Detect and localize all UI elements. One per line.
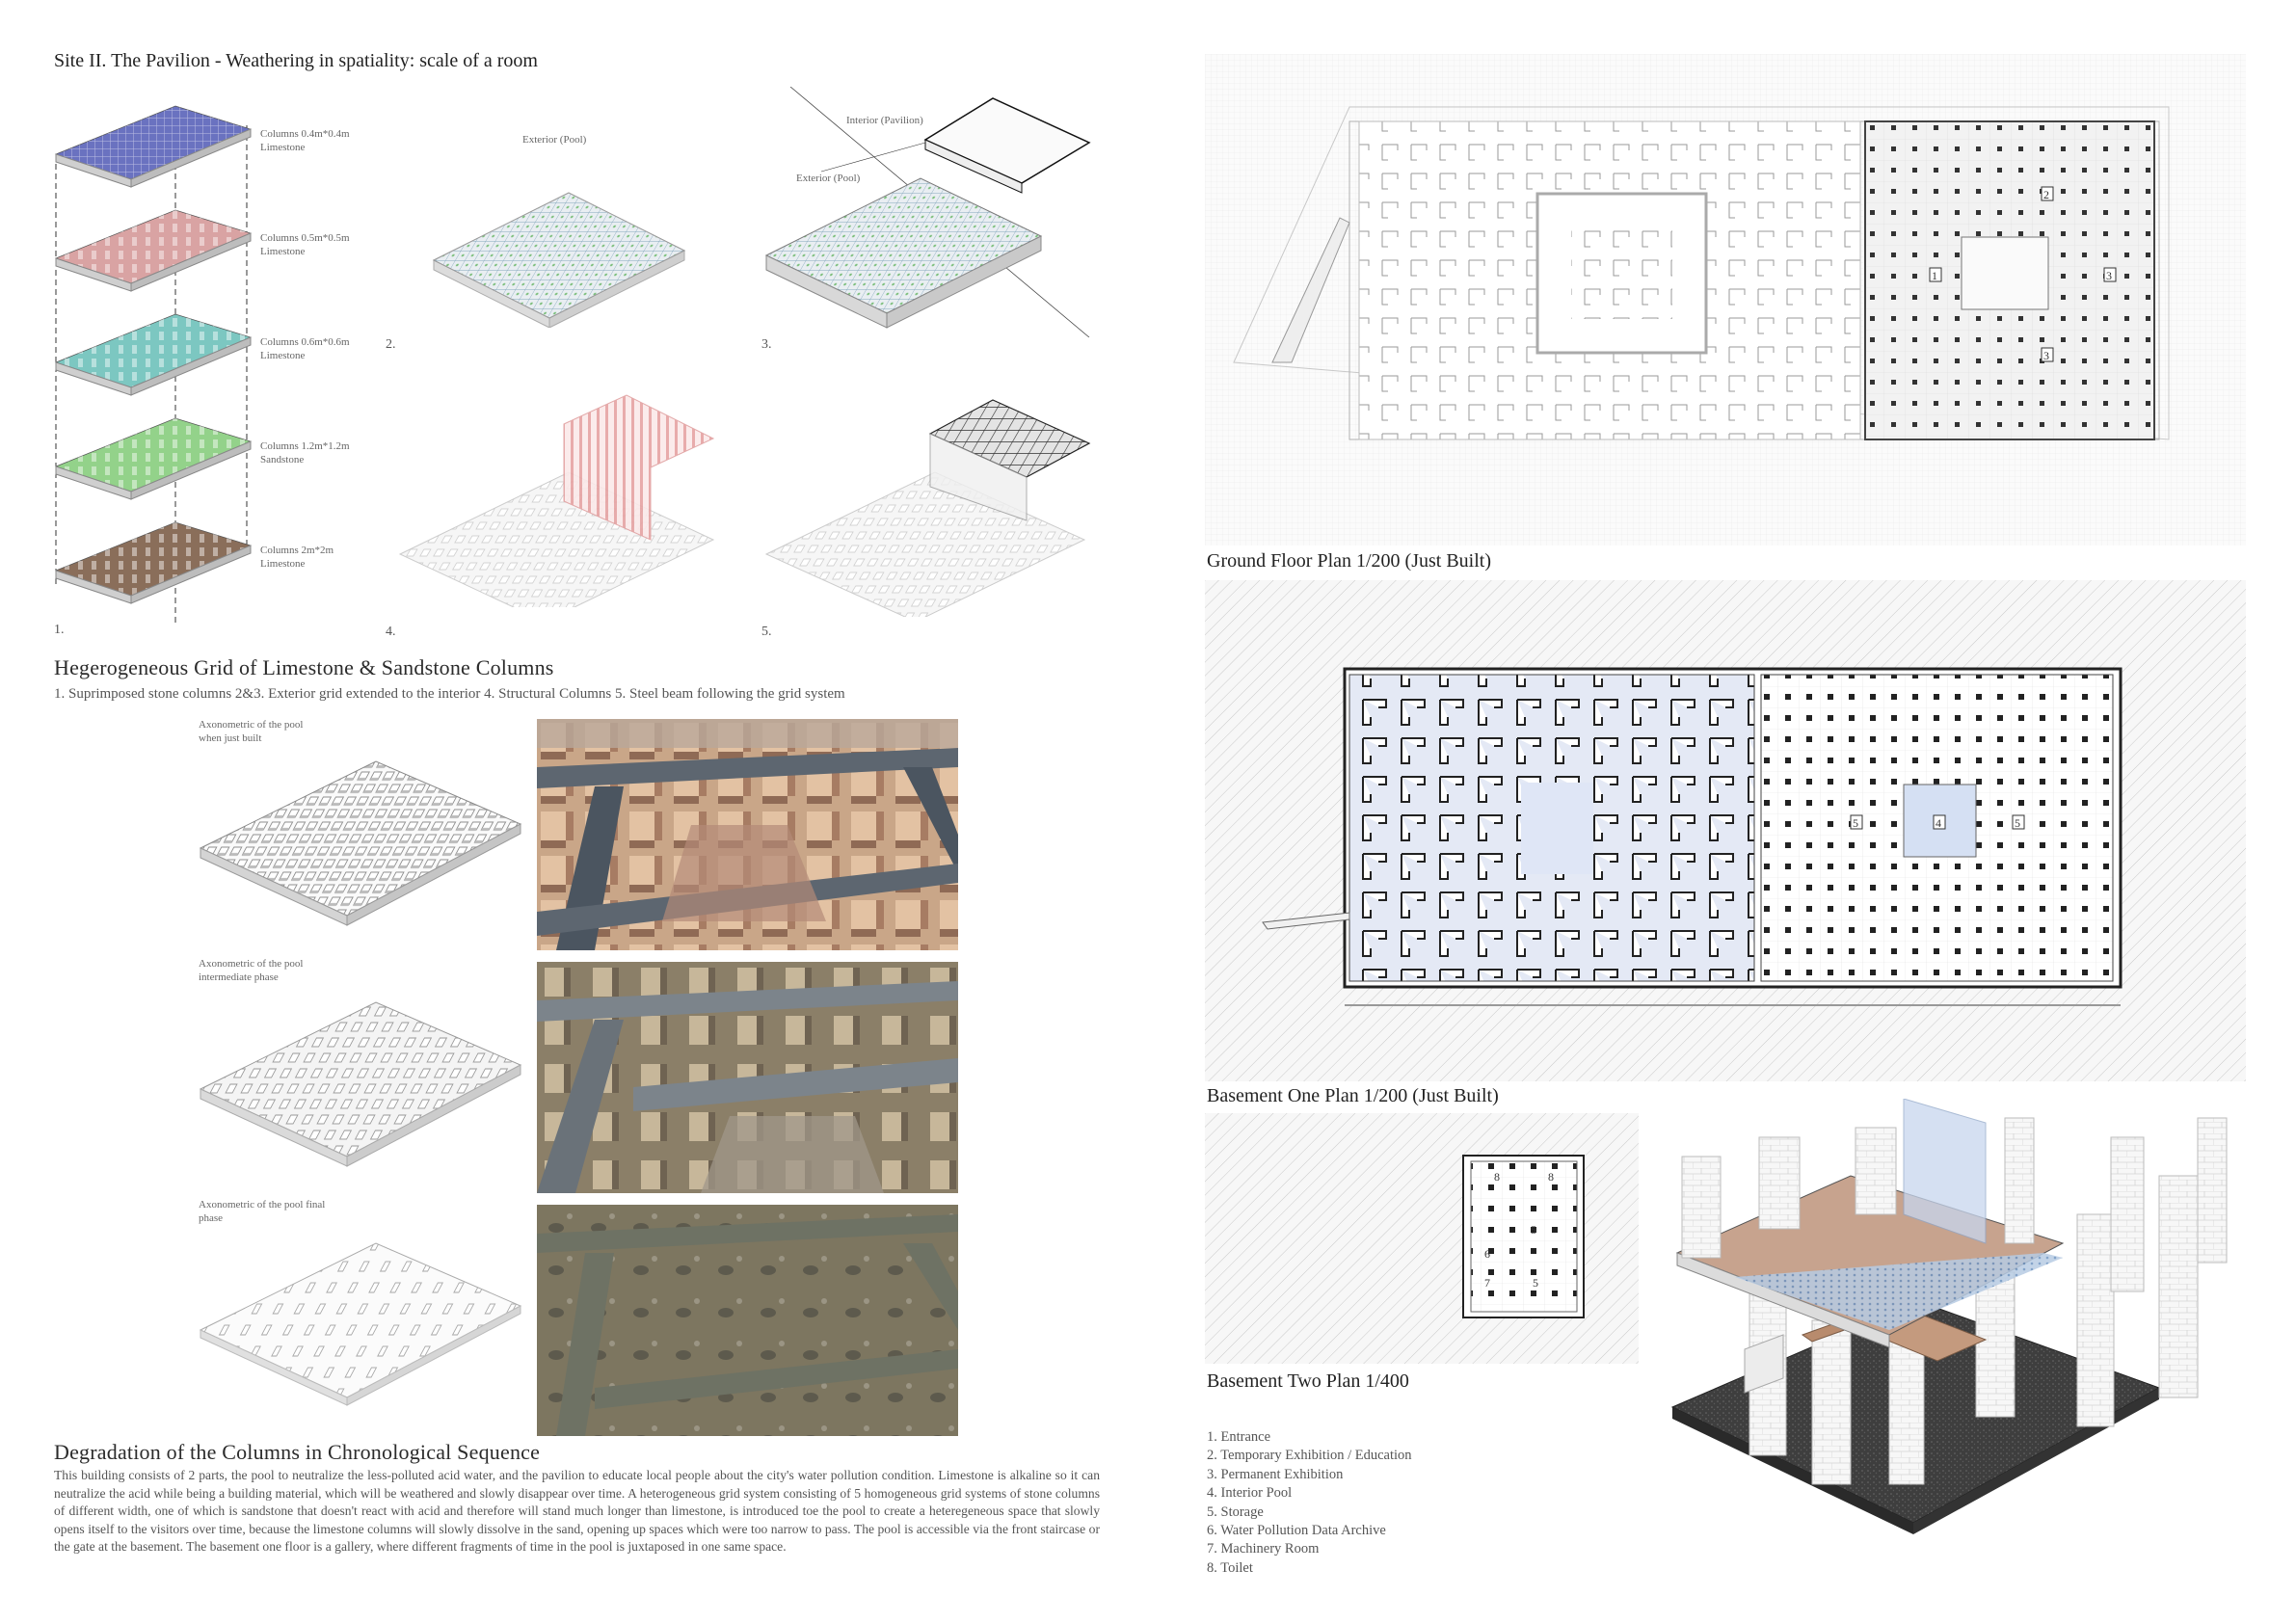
basement-two-room-number: 8 xyxy=(1494,1170,1500,1184)
legend-item: 1. Entrance xyxy=(1207,1429,1271,1445)
figure-number-5: 5. xyxy=(761,625,772,639)
exterior-pool-label-3: Exterior (Pool) xyxy=(796,173,861,184)
degradation-paragraph: This building consists of 2 parts, the pool to neutralize the less-polluted acid water, and the pavilion to educate local people about the city's water pollution condition. Limestone is alkaline so it can neutralize the acid while being a building material, which will be weathered and slowly disappear over time. A heterogeneous grid system consisting of 5 homogeneous grid systems of stone columns of different width, one of which is sandstone that doesn't react with acid and therefore will stand much longer than limestone, is introduced toe the pool to create a heteregeneous space that slowly opens itself to the visitors over time, because the limestone columns will slowly dissolve in the sand, opening up spaces which were too narrow to pass. The pool is accessible via the front staircase or the gate at the basement. The basement one floor is a gallery, where different fragments of time in the pool is juxtaposed in one same space. xyxy=(54,1468,1100,1555)
render-intermediate xyxy=(537,962,958,1193)
basement-one-plan xyxy=(1205,580,2246,1081)
pool-axonometric-final xyxy=(193,1214,530,1417)
stone-layer xyxy=(56,314,251,395)
stone-layer xyxy=(56,522,251,603)
grid-section-heading: Hegerogeneous Grid of Limestone & Sandstone Columns xyxy=(54,655,554,679)
ground-room-number: 1 xyxy=(1932,269,1937,282)
figure-number-3: 3. xyxy=(761,337,772,352)
figure-number-4: 4. xyxy=(386,625,396,639)
basement-one-room-number: 5 xyxy=(2015,816,2020,830)
stone-layer xyxy=(56,106,251,187)
figure-number-2: 2. xyxy=(386,337,396,352)
stone-layer xyxy=(56,210,251,291)
basement-two-plan xyxy=(1205,1113,1639,1364)
legend-item: 6. Water Pollution Data Archive xyxy=(1207,1523,1386,1539)
stone-layer xyxy=(56,418,251,499)
basement-two-room-number: 7 xyxy=(1484,1276,1490,1290)
layer-caption-1: Columns 0.4m*0.4m Limestone xyxy=(260,128,350,153)
legend-item: 4. Interior Pool xyxy=(1207,1485,1293,1502)
legend-item: 3. Permanent Exhibition xyxy=(1207,1466,1344,1482)
legend-item: 8. Toilet xyxy=(1207,1559,1253,1576)
axo-label-final: Axonometric of the pool final phase xyxy=(199,1199,326,1224)
grid-section-caption: 1. Suprimposed stone columns 2&3. Exterior grid extended to the interior 4. Structural Columns 5. Steel beam following the grid system xyxy=(54,686,845,702)
axo-label-intermediate: Axonometric of the pool intermediate phase xyxy=(199,958,304,983)
axo-label-just-built: Axonometric of the pool when just built xyxy=(199,719,304,744)
basement-two-room-number: 6 xyxy=(1484,1247,1490,1261)
basement-two-plan-title: Basement Two Plan 1/400 xyxy=(1207,1370,1409,1392)
figure-number-1: 1. xyxy=(54,623,65,637)
exterior-pool-label-2: Exterior (Pool) xyxy=(522,134,587,146)
structural-columns-axonometric-4 xyxy=(395,386,723,607)
basement-one-room-number: 5 xyxy=(1853,816,1858,830)
pool-axonometric-intermediate xyxy=(193,973,530,1176)
layer-caption-5: Columns 2m*2m Limestone xyxy=(260,545,334,570)
layer-caption-3: Columns 0.6m*0.6m Limestone xyxy=(260,336,350,361)
basement-one-room-number: 4 xyxy=(1936,816,1941,830)
room-legend xyxy=(1207,1428,1412,1578)
basement-two-room-number: 8 xyxy=(1548,1170,1554,1184)
ground-room-number: 2 xyxy=(2043,188,2049,201)
page-title: Site II. The Pavilion - Weathering in spatiality: scale of a room xyxy=(54,50,538,71)
pool-axonometric-just-built xyxy=(193,732,530,935)
basement-two-room-number: 5 xyxy=(1531,1223,1536,1237)
basement-one-plan-title: Basement One Plan 1/200 (Just Built) xyxy=(1207,1085,1499,1106)
layer-caption-2: Columns 0.5m*0.5m Limestone xyxy=(260,232,350,257)
legend-item: 5. Storage xyxy=(1207,1503,1264,1520)
legend-item: 7. Machinery Room xyxy=(1207,1541,1320,1557)
layer-caption-4: Columns 1.2m*1.2m Sandstone xyxy=(260,440,350,466)
legend-item: 2. Temporary Exhibition / Education xyxy=(1207,1448,1412,1464)
ground-floor-plan-title: Ground Floor Plan 1/200 (Just Built) xyxy=(1207,550,1492,572)
interior-pavilion-label: Interior (Pavilion) xyxy=(846,115,923,126)
degradation-heading: Degradation of the Columns in Chronological Sequence xyxy=(54,1440,541,1464)
pool-axonometric-2 xyxy=(424,164,694,328)
pavilion-sectional-axonometric xyxy=(1658,1099,2256,1581)
pool-pavilion-axonometric-3 xyxy=(761,87,1099,337)
ground-room-number: 3 xyxy=(2106,269,2112,282)
steel-beam-axonometric-5 xyxy=(761,395,1099,617)
ground-room-number: 3 xyxy=(2043,349,2049,362)
render-final xyxy=(537,1205,958,1436)
basement-two-room-number: 5 xyxy=(1533,1276,1538,1290)
ground-floor-plan xyxy=(1205,54,2246,545)
render-just-built xyxy=(537,719,958,950)
